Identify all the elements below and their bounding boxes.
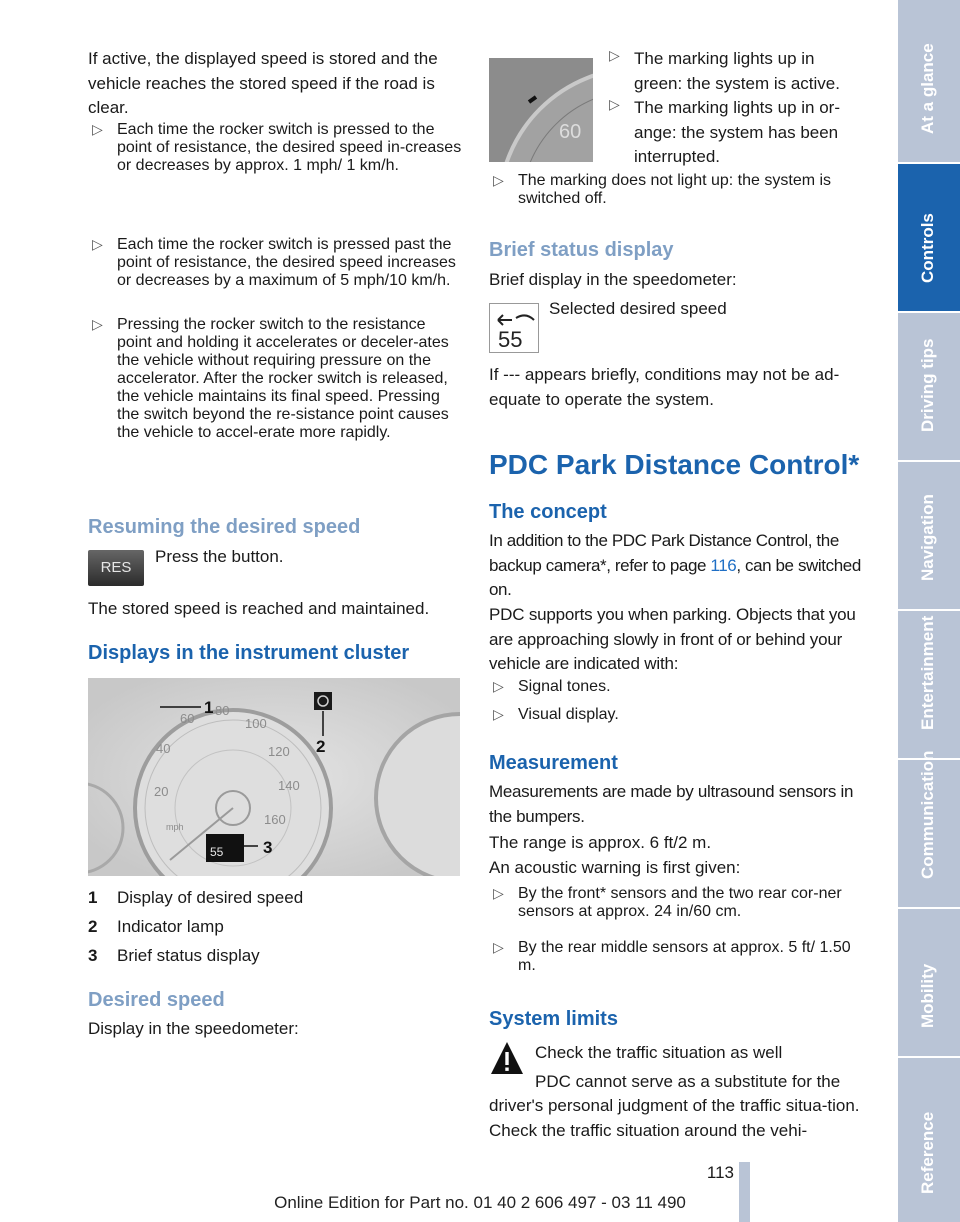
concept-text-pre: In addition to the PDC Park Distance Control, the backup camera*, refer to page: [489, 531, 839, 575]
concept-heading: The concept: [489, 501, 607, 523]
warning-icon: [489, 1038, 525, 1080]
speed-tick: 80: [215, 703, 230, 718]
callout-number: 3: [263, 838, 273, 857]
callout-number: 2: [316, 737, 326, 756]
bullet-arrow-icon: ▷: [493, 706, 504, 722]
tab-controls[interactable]: [898, 164, 960, 311]
list-item: [88, 121, 463, 175]
speed-tick: 20: [154, 784, 169, 799]
tab-label: Entertainment: [918, 615, 937, 730]
tab-label: Driving tips: [918, 338, 937, 432]
page-link[interactable]: 116: [710, 555, 737, 575]
system-limits-heading: System limits: [489, 1008, 618, 1030]
range-text: The range is approx. 6 ft/2 m.: [489, 833, 712, 852]
legend-number: 1: [88, 888, 98, 907]
bullet-arrow-icon: ▷: [92, 121, 103, 137]
legend-text: Display of desired speed: [117, 888, 304, 907]
page-number: 113: [706, 1163, 734, 1182]
warning-title: Check the traffic situation as well: [535, 1043, 783, 1062]
tab-communication[interactable]: [898, 750, 960, 907]
bullet-arrow-icon: ▷: [92, 236, 103, 252]
bullet-arrow-icon: ▷: [609, 96, 620, 112]
speed-tick: 40: [156, 741, 171, 756]
tab-mobility[interactable]: [898, 909, 960, 1056]
brief-status-text: Brief display in the speedometer:: [489, 270, 737, 289]
tab-label: Communication: [918, 750, 937, 879]
list-item-text: Pressing the rocker switch to the resistance point and holding it accelerates or deceler-ates the vehicle without requiring pressure on the accelerator. After the rocker switch is released, the vehicle maintains its final speed. Pressing the switch beyond the re-sistance point causes the vehicle to accel-erate more rapidly.: [117, 316, 449, 441]
selected-speed-text: Selected desired speed: [549, 299, 727, 318]
brief-status-value: 55: [210, 845, 224, 859]
chapter-sidebar: [898, 0, 960, 1222]
tab-label: Reference: [918, 1111, 937, 1194]
warning-text: driver's personal judgment of the traffic situa-tion. Check the traffic situation around the vehi-: [489, 1096, 860, 1140]
res-button-label: RES: [100, 559, 132, 576]
measurement-text: Measurements are made by ultrasound sensors in the bumpers.: [489, 782, 854, 826]
legend-number: 3: [88, 946, 98, 965]
brief-status-heading: Brief status display: [489, 239, 674, 261]
intro-paragraph: If active, the displayed speed is stored and the vehicle reaches the stored speed if the road is clear.: [88, 49, 438, 117]
stored-speed-text: The stored speed is reached and maintained.: [88, 599, 430, 618]
warning-text-line: PDC cannot serve as a substitute for the: [535, 1072, 841, 1091]
tab-label: Navigation: [918, 494, 937, 581]
list-item: [605, 96, 864, 170]
tab-entertainment[interactable]: [898, 611, 960, 758]
desired-speed-text: Display in the speedometer:: [88, 1019, 299, 1038]
bullet-arrow-icon: ▷: [493, 885, 504, 901]
displays-heading: Displays in the instrument cluster: [88, 642, 410, 664]
speed-tick: 140: [278, 778, 300, 793]
list-item: [489, 678, 864, 696]
legend-text: Brief status display: [117, 946, 260, 965]
tab-driving-tips[interactable]: [898, 313, 960, 460]
gauge-number: 60: [559, 121, 582, 143]
legend-item: [88, 888, 463, 918]
footer-text: Online Edition for Part no. 01 40 2 606 497 - 03 11 490: [274, 1193, 686, 1212]
tab-navigation[interactable]: [898, 462, 960, 609]
speed-tick: 120: [268, 744, 290, 759]
list-item-text: Visual display.: [518, 706, 619, 723]
acoustic-text: An acoustic warning is first given:: [489, 858, 741, 877]
list-item: [489, 706, 864, 724]
brief-status-icon: [489, 303, 539, 353]
list-item: [605, 47, 864, 96]
tab-label: Mobility: [918, 963, 937, 1028]
bullet-arrow-icon: ▷: [493, 172, 504, 188]
legend-item: [88, 917, 463, 947]
res-button-image: [88, 550, 144, 586]
list-item-text: By the front* sensors and the two rear cor-ner sensors at approx. 24 in/60 cm.: [518, 885, 842, 920]
unit-mph-label: mph: [166, 822, 184, 832]
list-item: [489, 172, 864, 208]
resume-heading: Resuming the desired speed: [88, 516, 361, 538]
brief-status-icon-value: 55: [498, 327, 523, 352]
list-item: [489, 939, 864, 975]
bullet-arrow-icon: ▷: [609, 47, 620, 63]
speedometer-marking-image: [489, 58, 593, 162]
bullet-arrow-icon: ▷: [493, 939, 504, 955]
list-item-text: Each time the rocker switch is pressed to the point of resistance, the desired speed in-creases or decreases by approx. 1 mph/ 1 km/h.: [117, 121, 462, 174]
bullet-arrow-icon: ▷: [92, 316, 103, 332]
legend-item: [88, 946, 463, 976]
speed-tick: 160: [264, 812, 286, 827]
speed-tick: 100: [245, 716, 267, 731]
list-item-text: The marking lights up in green: the system is active.: [634, 49, 840, 93]
page-number-bar: [739, 1162, 750, 1222]
dashes-text: If --- appears briefly, conditions may not be ad-equate to operate the system.: [489, 365, 840, 409]
list-item-text: By the rear middle sensors at approx. 5 ft/ 1.50 m.: [518, 939, 851, 974]
legend-text: Indicator lamp: [117, 917, 224, 936]
instrument-cluster-image: [88, 678, 460, 876]
list-item: [88, 236, 463, 290]
concept-text: [489, 529, 864, 603]
measurement-heading: Measurement: [489, 752, 618, 774]
legend-number: 2: [88, 917, 98, 936]
list-item-text: The marking does not light up: the system is switched off.: [518, 172, 832, 207]
desired-speed-heading: Desired speed: [88, 989, 225, 1011]
list-item-text: The marking lights up in or-ange: the system has been interrupted.: [634, 98, 840, 166]
list-item: [88, 316, 463, 442]
tab-label: Controls: [918, 213, 937, 283]
callout-number: 1: [204, 698, 214, 717]
press-button-text: Press the button.: [155, 547, 284, 566]
list-item-text: Each time the rocker switch is pressed past the point of resistance, the desired speed increases or decreases by a maximum of 5 mph/10 km/h.: [117, 236, 456, 289]
pdc-heading: PDC Park Distance Control*: [489, 449, 860, 480]
list-item: [489, 885, 864, 921]
speed-tick: 60: [180, 711, 195, 726]
tab-at-a-glance[interactable]: [898, 0, 960, 162]
supports-text: PDC supports you when parking. Objects that you are approaching slowly in front of or behind your vehicle are indicated with:: [489, 605, 856, 673]
concept-text-post: , can be switched on.: [489, 555, 861, 599]
list-item-text: Signal tones.: [518, 678, 611, 695]
bullet-arrow-icon: ▷: [493, 678, 504, 694]
tab-label: At a glance: [918, 43, 937, 134]
